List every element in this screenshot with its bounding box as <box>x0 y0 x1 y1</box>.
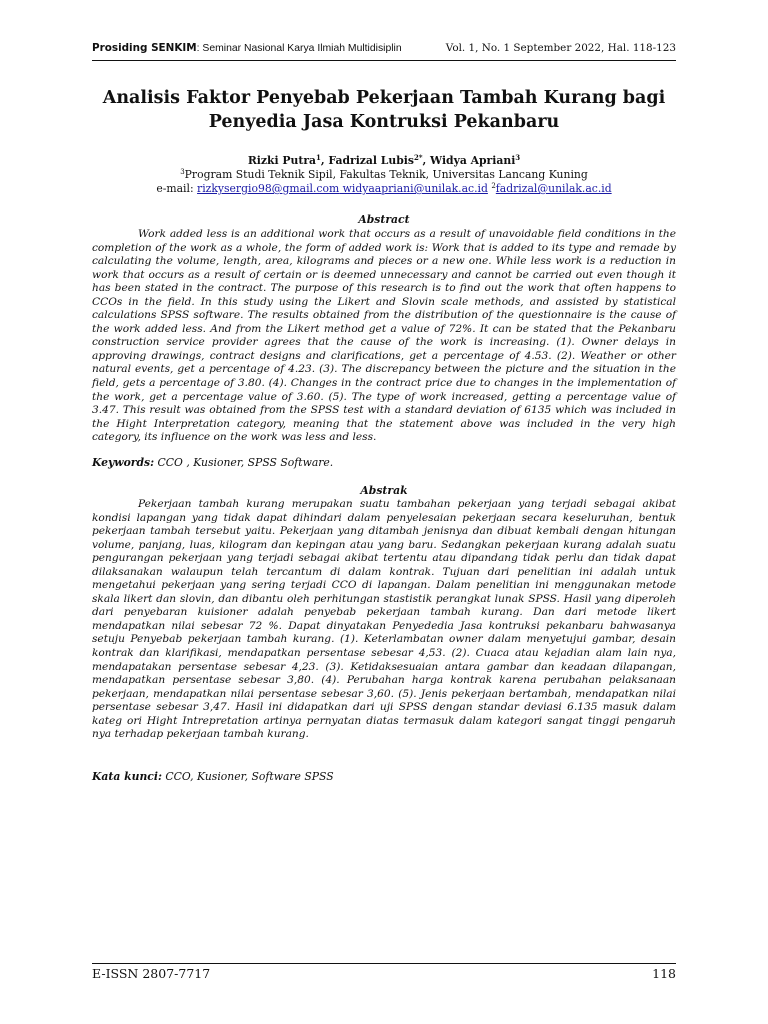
abstract-heading: Abstract <box>358 213 410 226</box>
keywords-text: CCO , Kusioner, SPSS Software. <box>154 456 334 469</box>
paper-title: Analisis Faktor Penyebab Pekerjaan Tambah Kurang bagi Penyedia Jasa Kontruksi Pekanbaru <box>102 88 666 132</box>
kata-kunci-text: CCO, Kusioner, Software SPSS <box>161 770 334 783</box>
page-footer <box>92 966 676 982</box>
email-link[interactable]: widyaapriani@unilak.ac.id <box>339 182 488 195</box>
author-name: Rizki Putra <box>247 154 316 167</box>
running-header <box>92 42 676 55</box>
email-line <box>92 182 676 196</box>
affiliation <box>92 168 676 182</box>
kata-kunci-line <box>92 770 676 784</box>
abstrak-heading: Abstrak <box>360 484 408 497</box>
author-list <box>92 154 676 168</box>
kata-kunci-label: Kata kunci: <box>92 770 162 783</box>
affiliation-text: Program Studi Teknik Sipil, Fakultas Teknik, Universitas Lancang Kuning <box>184 168 588 181</box>
abstract-body: Work added less is an additional work that occurs as a result of unavoidable field conditions in the completion of the work as a whole, the form of added work is: Work that is added to its type and remade by calculating the volume, length, area, kilograms and pieces or a new one. While less work is a reduction in work that occurs as a result of certain or is deemed unnecessary and cannot be carried out even though it has been stated in the contract. The purpose of this research is to find out the work that often happens to CCOs in the field. In this study using the Likert and Slovin scale methods, and assisted by statistical calculations SPSS software. The results obtained from the distribution of the questionnaire is the cause of the work added less. And from the Likert method get a value of 72%. It can be stated that the Pekanbaru construction service provider agrees that the cause of the work is increasing. (1). Owner delays in approving drawings, contract designs and clarifications, get a percentage of 4.53. (2). Weather or other natural events, get a percentage of 4.23. (3). The discrepancy between the picture and the situation in the field, gets a percentage of 3.80. (4). Changes in the contract price due to changes in the implementation of the work, get a percentage value of 3.60. (5). The type of work increased, getting a percentage value of 3.47. This result was obtained from the SPSS test with a standard deviation of 6135 which was included in the Hight Interpretation category, meaning that the statement above was included in the very high category, its influence on the work was less and less. <box>92 228 676 444</box>
journal-page <box>92 0 676 1024</box>
header-rule <box>92 60 676 61</box>
journal-subtitle: : Seminar Nasional Karya Ilmiah Multidisiplin <box>196 43 402 54</box>
journal-name <box>92 42 402 55</box>
author-affiliation-mark: 3 <box>515 153 521 162</box>
email-label: e-mail: <box>156 182 198 195</box>
keywords-label: Keywords: <box>92 456 155 469</box>
page-number: 118 <box>652 966 676 981</box>
email-link[interactable]: rizkysergio98@gmail.com <box>197 182 340 195</box>
author-affiliation-mark: 2* <box>413 153 423 162</box>
email-link[interactable]: fadrizal@unilak.ac.id <box>495 182 612 195</box>
volume-info: Vol. 1, No. 1 September 2022, Hal. 118-123 <box>445 42 676 54</box>
email-mark: 2 <box>491 182 496 190</box>
affiliation-mark: 3 <box>180 168 185 176</box>
author-name: , Widya Apriani <box>422 154 516 167</box>
journal-brand: Prosiding SENKIM <box>92 42 197 54</box>
abstrak-body: Pekerjaan tambah kurang merupakan suatu tambahan pekerjaan yang terjadi sebagai akibat kondisi lapangan yang tidak dapat dihindari dalam penyelesaian pekerjaan secara keseluruhan, bentuk pekerjaan tambah tersebut yaitu. Pekerjaan yang ditambah jenisnya dan dibuat kembali dengan hitungan volume, panjang, luas, kilogram dan kepingan atau yang baru. Sedangkan pekerjaan kurang adalah suatu pengurangan pekerjaan yang terjadi sebagai akibat tertentu atau dipandang tidak perlu dan tidak dapat dilaksanakan walaupun telah tercantum di dalam kontrak. Tujuan dari penelitian ini adalah untuk mengetahui pekerjaan yang sering terjadi CCO di lapangan. Dalam penelitian ini menggunakan metode skala likert dan slovin, dan dibantu oleh perhitungan stastistik perangkat lunak SPSS. Hasil yang diperoleh dari penyebaran kuisioner adalah penyebab pekerjaan tambah kurang. Dan dari metode likert mendapatkan nilai sebesar 72 %. Dapat dinyatakan Penyededia Jasa kontruksi pekanbaru bahwasanya setuju Penyebab pekerjaan tambah kurang. (1). Keterlambatan owner dalam menyetujui gambar, desain kontrak dan klarifikasi, mendapatkan persentase sebesar 4,53. (2). Cuaca atau kejadian alam lain nya, mendapatakan persentase sebesar 4,23. (3). Ketidaksesuaian antara gambar dan keadaan dilapangan, mendapatkan persentase sebesar 3,80. (4). Perubahan harga kontrak karena perubahan pelaksanaan pekerjaan, mendapatkan nilai persentase sebesar 3,60. (5). Jenis pekerjaan bertambah, mendapatkan nilai persentase sebesar 3,47. Hasil ini didapatkan dari uji SPSS dengan standar deviasi 6.135 masuk dalam kateg ori Hight Intrepretation artinya pernyatan diatas termasuk dalam kategori sangat tinggi pengaruh nya terhadap pekerjaan tambah kurang. <box>92 498 676 741</box>
author-affiliation-mark: 1 <box>316 153 321 162</box>
keywords-line <box>92 456 676 470</box>
footer-rule <box>92 963 676 964</box>
issn: E-ISSN 2807-7717 <box>92 966 211 981</box>
author-name: , Fadrizal Lubis <box>320 154 414 167</box>
